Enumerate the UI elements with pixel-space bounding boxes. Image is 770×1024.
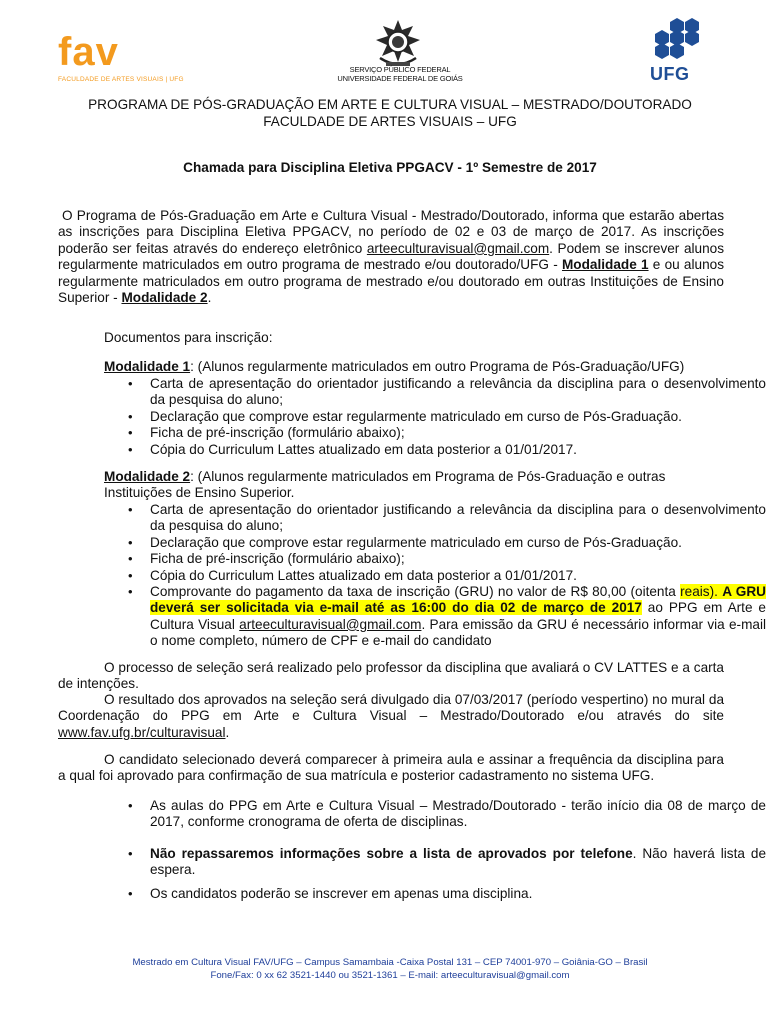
notes-list-2 [104, 846, 766, 879]
call-title: Chamada para Disciplina Eletiva PPGACV - 1º Semestre de 2017 [183, 160, 597, 175]
selection-paragraph: O processo de seleção será realizado pelo professor da disciplina que avaliará o CV LATTES e a carta de intenções. [58, 660, 724, 692]
list-item-gru: • Comprovante do pagamento da taxa de inscrição (GRU) no valor de R$ 80,00 (oitenta reais). A GRU deverá ser solicitada via e-mail até as 16:00 do dia 02 de março de 2017 ao PPG em Arte e Cultura Visual arteeculturavisual@gmail.com. Para emissão da GRU é necessário informar via e-mail o nome completo, número de CPF e e-mail do candidato [150, 584, 766, 650]
list-item: • Declaração que comprove estar regularmente matriculado em curso de Pós-Graduação. [150, 535, 766, 551]
list-item: • Não repassaremos informações sobre a lista de aprovados por telefone. Não haverá lista de espera. [150, 846, 766, 879]
program-title-line-1: PROGRAMA DE PÓS-GRADUAÇÃO EM ARTE E CULTURA VISUAL – MESTRADO/DOUTORADO [88, 97, 692, 112]
modalidade-2-heading: Modalidade 2: (Alunos regularmente matriculados em Programa de Pós-Graduação e outras Instituições de Ensino Superior. [104, 469, 666, 501]
fav-logo-word: fav [58, 30, 119, 74]
gru-deadline-highlight: A GRU deverá ser solicitada via e-mail até as 16:00 do dia 02 de março de 2017 [150, 584, 766, 616]
list-item: • Carta de apresentação do orientador justificando a relevância da disciplina para o desenvolvimento da pesquisa do aluno; [150, 502, 766, 535]
list-item: • Declaração que comprove estar regularmente matriculado em curso de Pós-Graduação. [150, 409, 766, 425]
list-item: • Carta de apresentação do orientador justificando a relevância da disciplina para o desenvolvimento da pesquisa do aluno; [150, 376, 766, 409]
ufg-logo [640, 16, 710, 86]
list-item: • Ficha de pré-inscrição (formulário abaixo); [150, 425, 766, 441]
gov-line-1: SERVIÇO PÚBLICO FEDERAL [349, 65, 451, 74]
list-item: • Cópia do Curriculum Lattes atualizado em data posterior a 01/01/2017. [150, 442, 766, 458]
fav-logo [58, 32, 208, 92]
modalidade-1-list [104, 376, 766, 458]
intro-modalidade-2: Modalidade 2 [121, 290, 208, 306]
footer [40, 957, 740, 982]
program-title [40, 96, 740, 130]
notes-list-3 [104, 886, 766, 902]
intro-modalidade-1: Modalidade 1 [561, 257, 649, 273]
documents-title: Documentos para inscrição: [104, 330, 273, 345]
result-paragraph: O resultado dos aprovados na seleção será divulgado dia 07/03/2017 (período vespertino) no mural da Coordenação do PPG em Arte e Cultura Visual – Mestrado/Doutorado e/ou através do site www.fav.ufg.br/culturavisual. [58, 692, 724, 740]
list-item: • As aulas do PPG em Arte e Cultura Visual – Mestrado/Doutorado - terão início dia 08 de março de 2017, conforme cronograma de oferta de disciplinas. [150, 798, 766, 831]
program-title-line-2: FACULDADE DE ARTES VISUAIS – UFG [263, 114, 517, 129]
ufg-logo-word: UFG [650, 64, 690, 84]
government-header [300, 66, 500, 83]
modalidade-1-heading: Modalidade 1: (Alunos regularmente matriculados em outro Programa de Pós-Graduação/UFG) [104, 359, 685, 374]
gov-line-2: UNIVERSIDADE FEDERAL DE GOIÁS [337, 73, 463, 83]
notes-list [104, 798, 766, 831]
footer-line-2: Fone/Fax: 0 xx 62 3521-1440 ou 3521-1361 – E-mail: arteeculturavisual@gmail.com [210, 969, 570, 981]
list-item: • Os candidatos poderão se inscrever em apenas uma disciplina. [150, 886, 766, 902]
candidate-paragraph: O candidato selecionado deverá comparecer à primeira aula e assinar a frequência da disciplina para a qual foi aprovado para confirmação de sua matrícula e posterior cadastramento no sistema UFG. [58, 752, 724, 784]
intro-email-link[interactable]: arteeculturavisual@gmail.com [366, 240, 550, 256]
result-site-link[interactable]: www.fav.ufg.br/culturavisual [58, 724, 226, 740]
modalidade-2-list [104, 502, 766, 650]
brazil-coat-of-arms-icon [372, 18, 424, 70]
list-item: • Cópia do Curriculum Lattes atualizado em data posterior a 01/01/2017. [150, 568, 766, 584]
intro-paragraph: O Programa de Pós-Graduação em Arte e Cultura Visual - Mestrado/Doutorado, informa que estarão abertas as inscrições para Disciplina Eletiva PPGACV, no período de 02 e 03 de março de 2017. As inscrições poderão ser feitas através do endereço eletrônico arteeculturavisual@gmail.com. Podem se inscrever alunos regularmente matriculados em outro programa de mestrado e/ou doutorado/UFG - Modalidade 1 e ou alunos regularmente matriculados em outro programa de mestrado e/ou doutorado em outras Instituições de Ensino Superior - Modalidade 2. [58, 208, 725, 306]
fav-logo-subtitle: FACULDADE DE ARTES VISUAIS | UFG [58, 76, 184, 83]
footer-line-1: Mestrado em Cultura Visual FAV/UFG – Campus Samambaia -Caixa Postal 131 – CEP 74001-970 – Goiânia-GO – Brasil [132, 957, 648, 968]
list-item: • Ficha de pré-inscrição (formulário abaixo); [150, 551, 766, 567]
ufg-hexagons-icon [640, 16, 710, 64]
gru-email-link[interactable]: arteeculturavisual@gmail.com [239, 616, 422, 632]
